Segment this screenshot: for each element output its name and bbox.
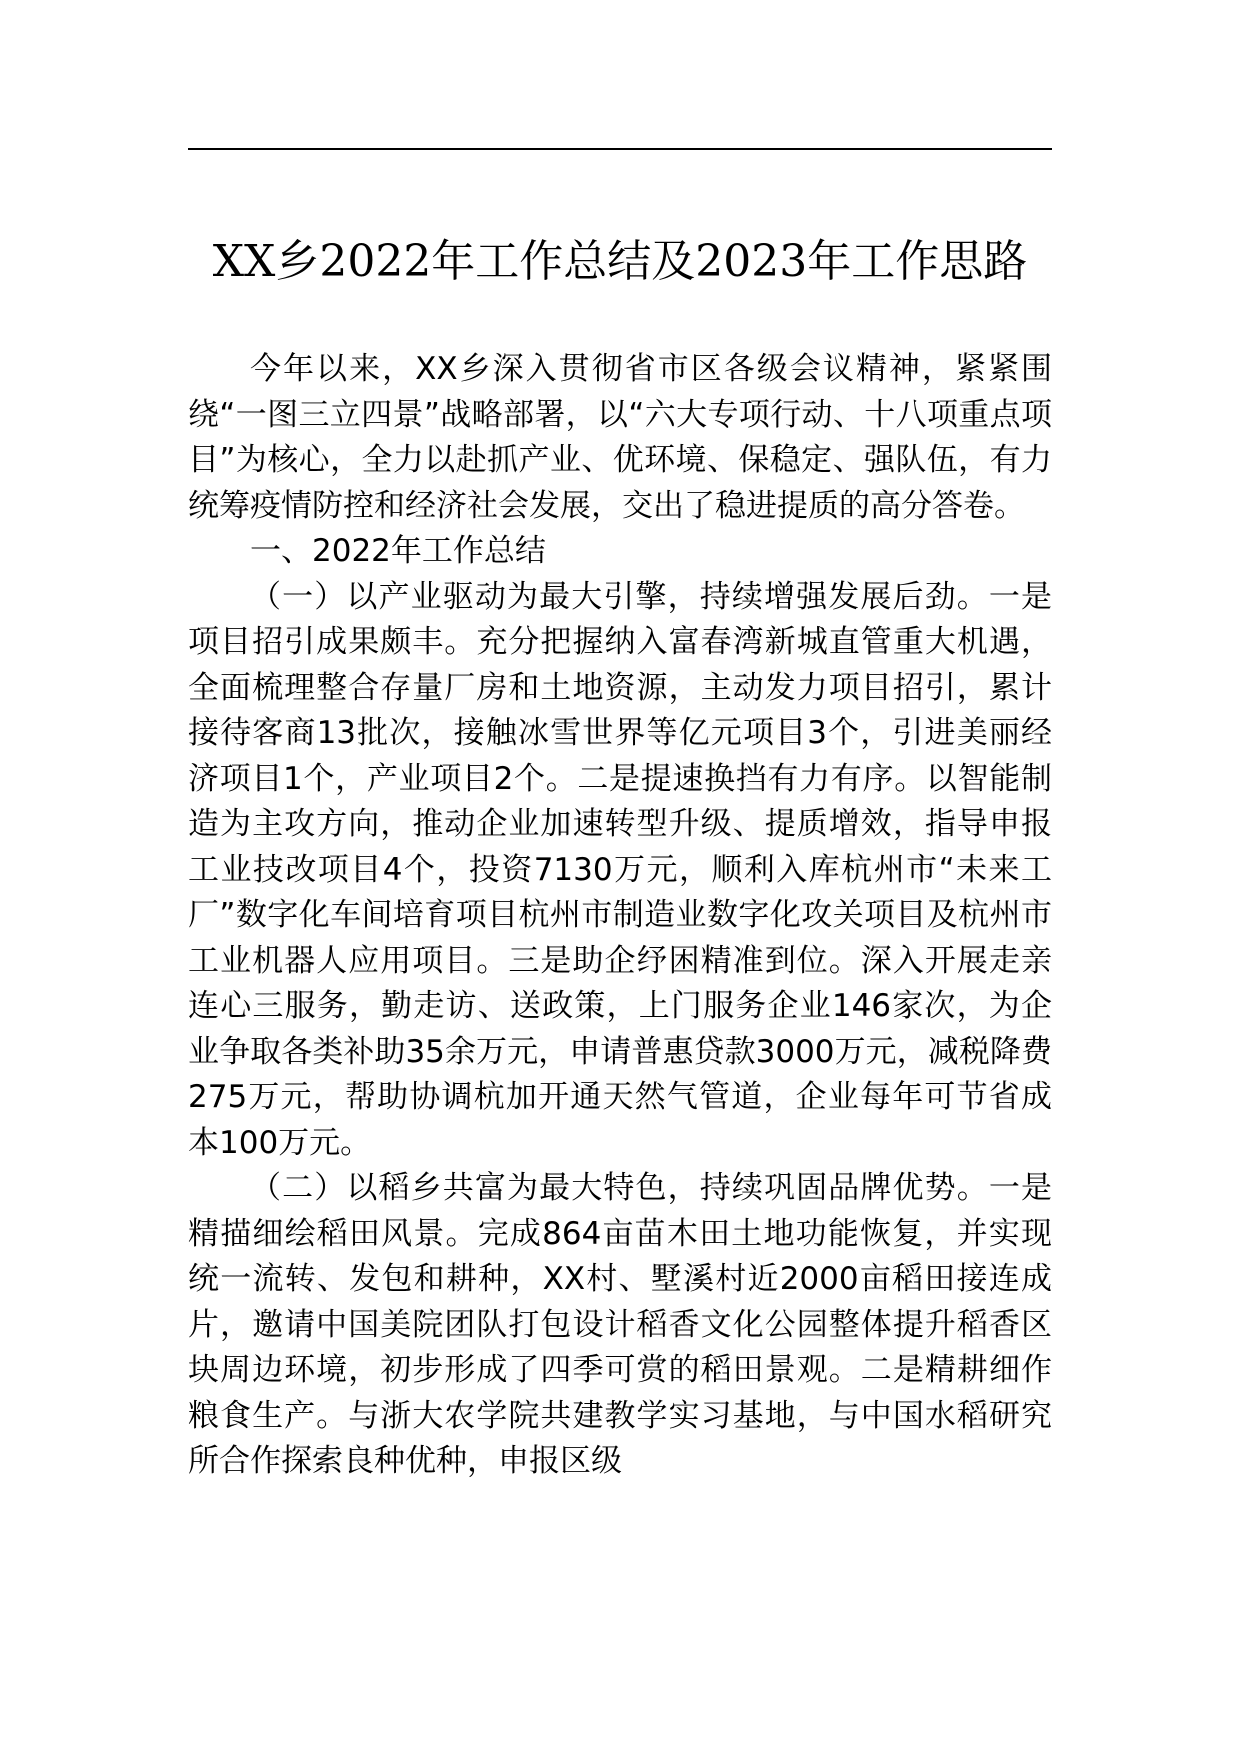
section-heading: 一、2022年工作总结 xyxy=(250,533,546,569)
header-rule xyxy=(188,148,1052,150)
intro-paragraph: 今年以来，XX乡深入贯彻省市区各级会议精神，紧紧围绕“一图三立四景”战略部署，以“六大专项行动、十八项重点项目”为核心，全力以赴抓产业、优环境、保稳定、强队伍，有力统筹疫情防控和经济社会发展，交出了稳进提质的高分答卷。 xyxy=(188,351,1052,524)
document-body xyxy=(188,347,1052,1485)
document-title: XX乡2022年工作总结及2023年工作思路 xyxy=(212,236,1028,287)
body-paragraph-rice-village: （二）以稻乡共富为最大特色，持续巩固品牌优势。一是精描细绘稻田风景。完成864亩苗木田土地功能恢复，并实现统一流转、发包和耕种，XX村、墅溪村近2000亩稻田接连成片，邀请中国美院团队打包设计稻香文化公园整体提升稻香区块周边环境，初步形成了四季可赏的稻田景观。二是精耕细作粮食生产。与浙大农学院共建教学实习基地，与中国水稻研究所合作探索良种优种，申报区级 xyxy=(188,1170,1052,1479)
body-paragraph-industry: （一）以产业驱动为最大引擎，持续增强发展后劲。一是项目招引成果颇丰。充分把握纳入富春湾新城直管重大机遇，全面梳理整合存量厂房和土地资源，主动发力项目招引，累计接待客商13批次，接触冰雪世界等亿元项目3个，引进美丽经济项目1个，产业项目2个。二是提速换挡有力有序。以智能制造为主攻方向，推动企业加速转型升级、提质增效，指导申报工业技改项目4个，投资7130万元，顺利入库杭州市“未来工厂”数字化车间培育项目杭州市制造业数字化攻关项目及杭州市工业机器人应用项目。三是助企纾困精准到位。深入开展走亲连心三服务，勤走访、送政策，上门服务企业146家次，为企业争取各类补助35余万元，申请普惠贷款3000万元，减税降费275万元，帮助协调杭加开通天然气管道，企业每年可节省成本100万元。 xyxy=(188,578,1052,1161)
